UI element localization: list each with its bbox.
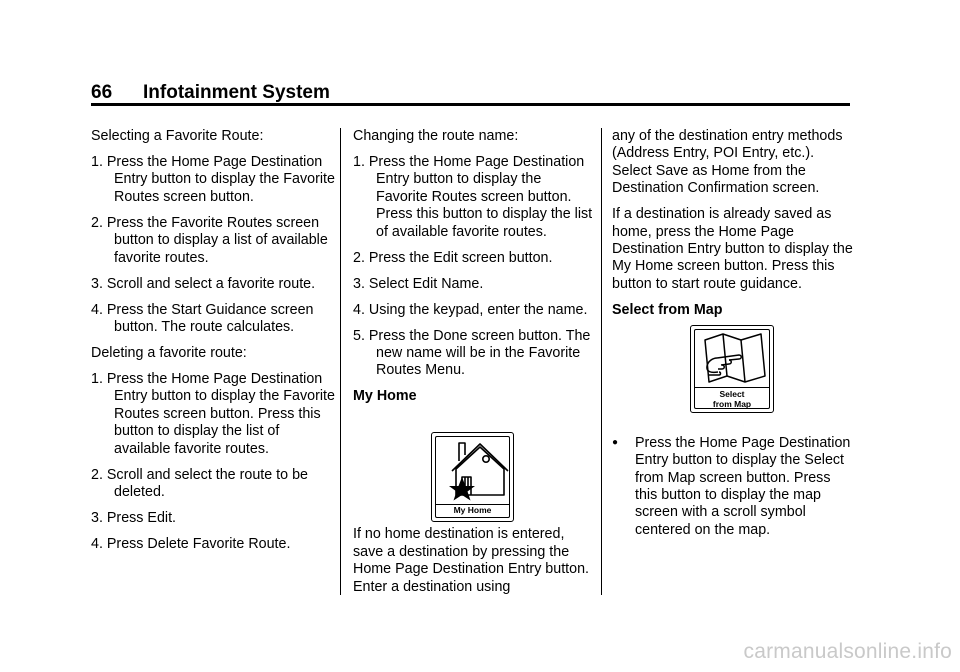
list-item: 4. Press the Start Guidance screen button. The route calculates. bbox=[91, 301, 314, 336]
home-saved-text: If a destination is already saved as home, press the Home Page Destination Entry button to display the My Home screen button. Press this button to start route guidance. bbox=[612, 206, 853, 292]
my-home-icon-button bbox=[431, 432, 514, 522]
bullet-icon: ● bbox=[612, 436, 619, 448]
list-item: 4. Press Delete Favorite Route. bbox=[91, 536, 291, 553]
select-route-intro: Selecting a Favorite Route: bbox=[91, 128, 264, 144]
my-home-text: If no home destination is entered, save a destination by pressing the Home Page Destination Entry button. Enter a destination using bbox=[353, 526, 590, 595]
watermark: carmanualsonline.info bbox=[743, 640, 952, 663]
list-item: 2. Press the Favorite Routes screen button to display a list of available favorite routes. bbox=[91, 214, 328, 266]
house-with-star-icon bbox=[432, 433, 513, 503]
list-item: 3. Scroll and select a favorite route. bbox=[91, 275, 316, 292]
list-item: 2. Press the Edit screen button. bbox=[353, 249, 553, 266]
list-item: 3. Press Edit. bbox=[91, 510, 177, 527]
my-home-icon-caption: My Home bbox=[453, 505, 492, 515]
page-number: 66 bbox=[91, 82, 113, 103]
list-item: 5. Press the Done screen button. The new name will be in the Favorite Routes Menu. bbox=[353, 327, 591, 379]
list-item: 1. Press the Home Page Destination Entry button to display the Favorite Routes screen button. Press this button to display the list of available favorite routes. bbox=[353, 154, 593, 240]
list-item: 2. Scroll and select the route to be deleted. bbox=[91, 466, 308, 501]
select-map-icon-caption: Select from Map bbox=[712, 389, 752, 409]
header-rule bbox=[91, 103, 850, 106]
select-from-map-icon-button bbox=[690, 325, 774, 413]
select-map-bullet-text: Press the Home Page Destination Entry button to display the Select from Map screen button. Press this button to display the map screen with a scroll symbol centered on the map. bbox=[635, 434, 851, 538]
list-item bbox=[612, 434, 854, 539]
folded-map-with-hand-icon bbox=[691, 326, 773, 386]
column-1 bbox=[91, 128, 335, 562]
home-save-text: any of the destination entry methods (Address Entry, POI Entry, etc.). Select Save as Home from the Destination Confirmation screen. bbox=[612, 128, 843, 197]
my-home-heading: My Home bbox=[353, 388, 417, 405]
list-item: 4. Using the keypad, enter the name. bbox=[353, 301, 588, 318]
list-item: 1. Press the Home Page Destination Entry button to display the Favorite Routes screen button. Press this button to display the list of available favorite routes. bbox=[91, 371, 335, 457]
column-2 bbox=[353, 128, 593, 605]
column-divider bbox=[601, 128, 602, 595]
section-title: Infotainment System bbox=[143, 82, 330, 103]
delete-route-intro: Deleting a favorite route: bbox=[91, 345, 247, 362]
column-divider bbox=[340, 128, 341, 595]
list-item: 3. Select Edit Name. bbox=[353, 275, 484, 292]
select-map-heading: Select from Map bbox=[612, 301, 723, 318]
rename-route-intro: Changing the route name: bbox=[353, 128, 519, 144]
list-item: 1. Press the Home Page Destination Entry button to display the Favorite Routes screen button. bbox=[91, 154, 335, 205]
